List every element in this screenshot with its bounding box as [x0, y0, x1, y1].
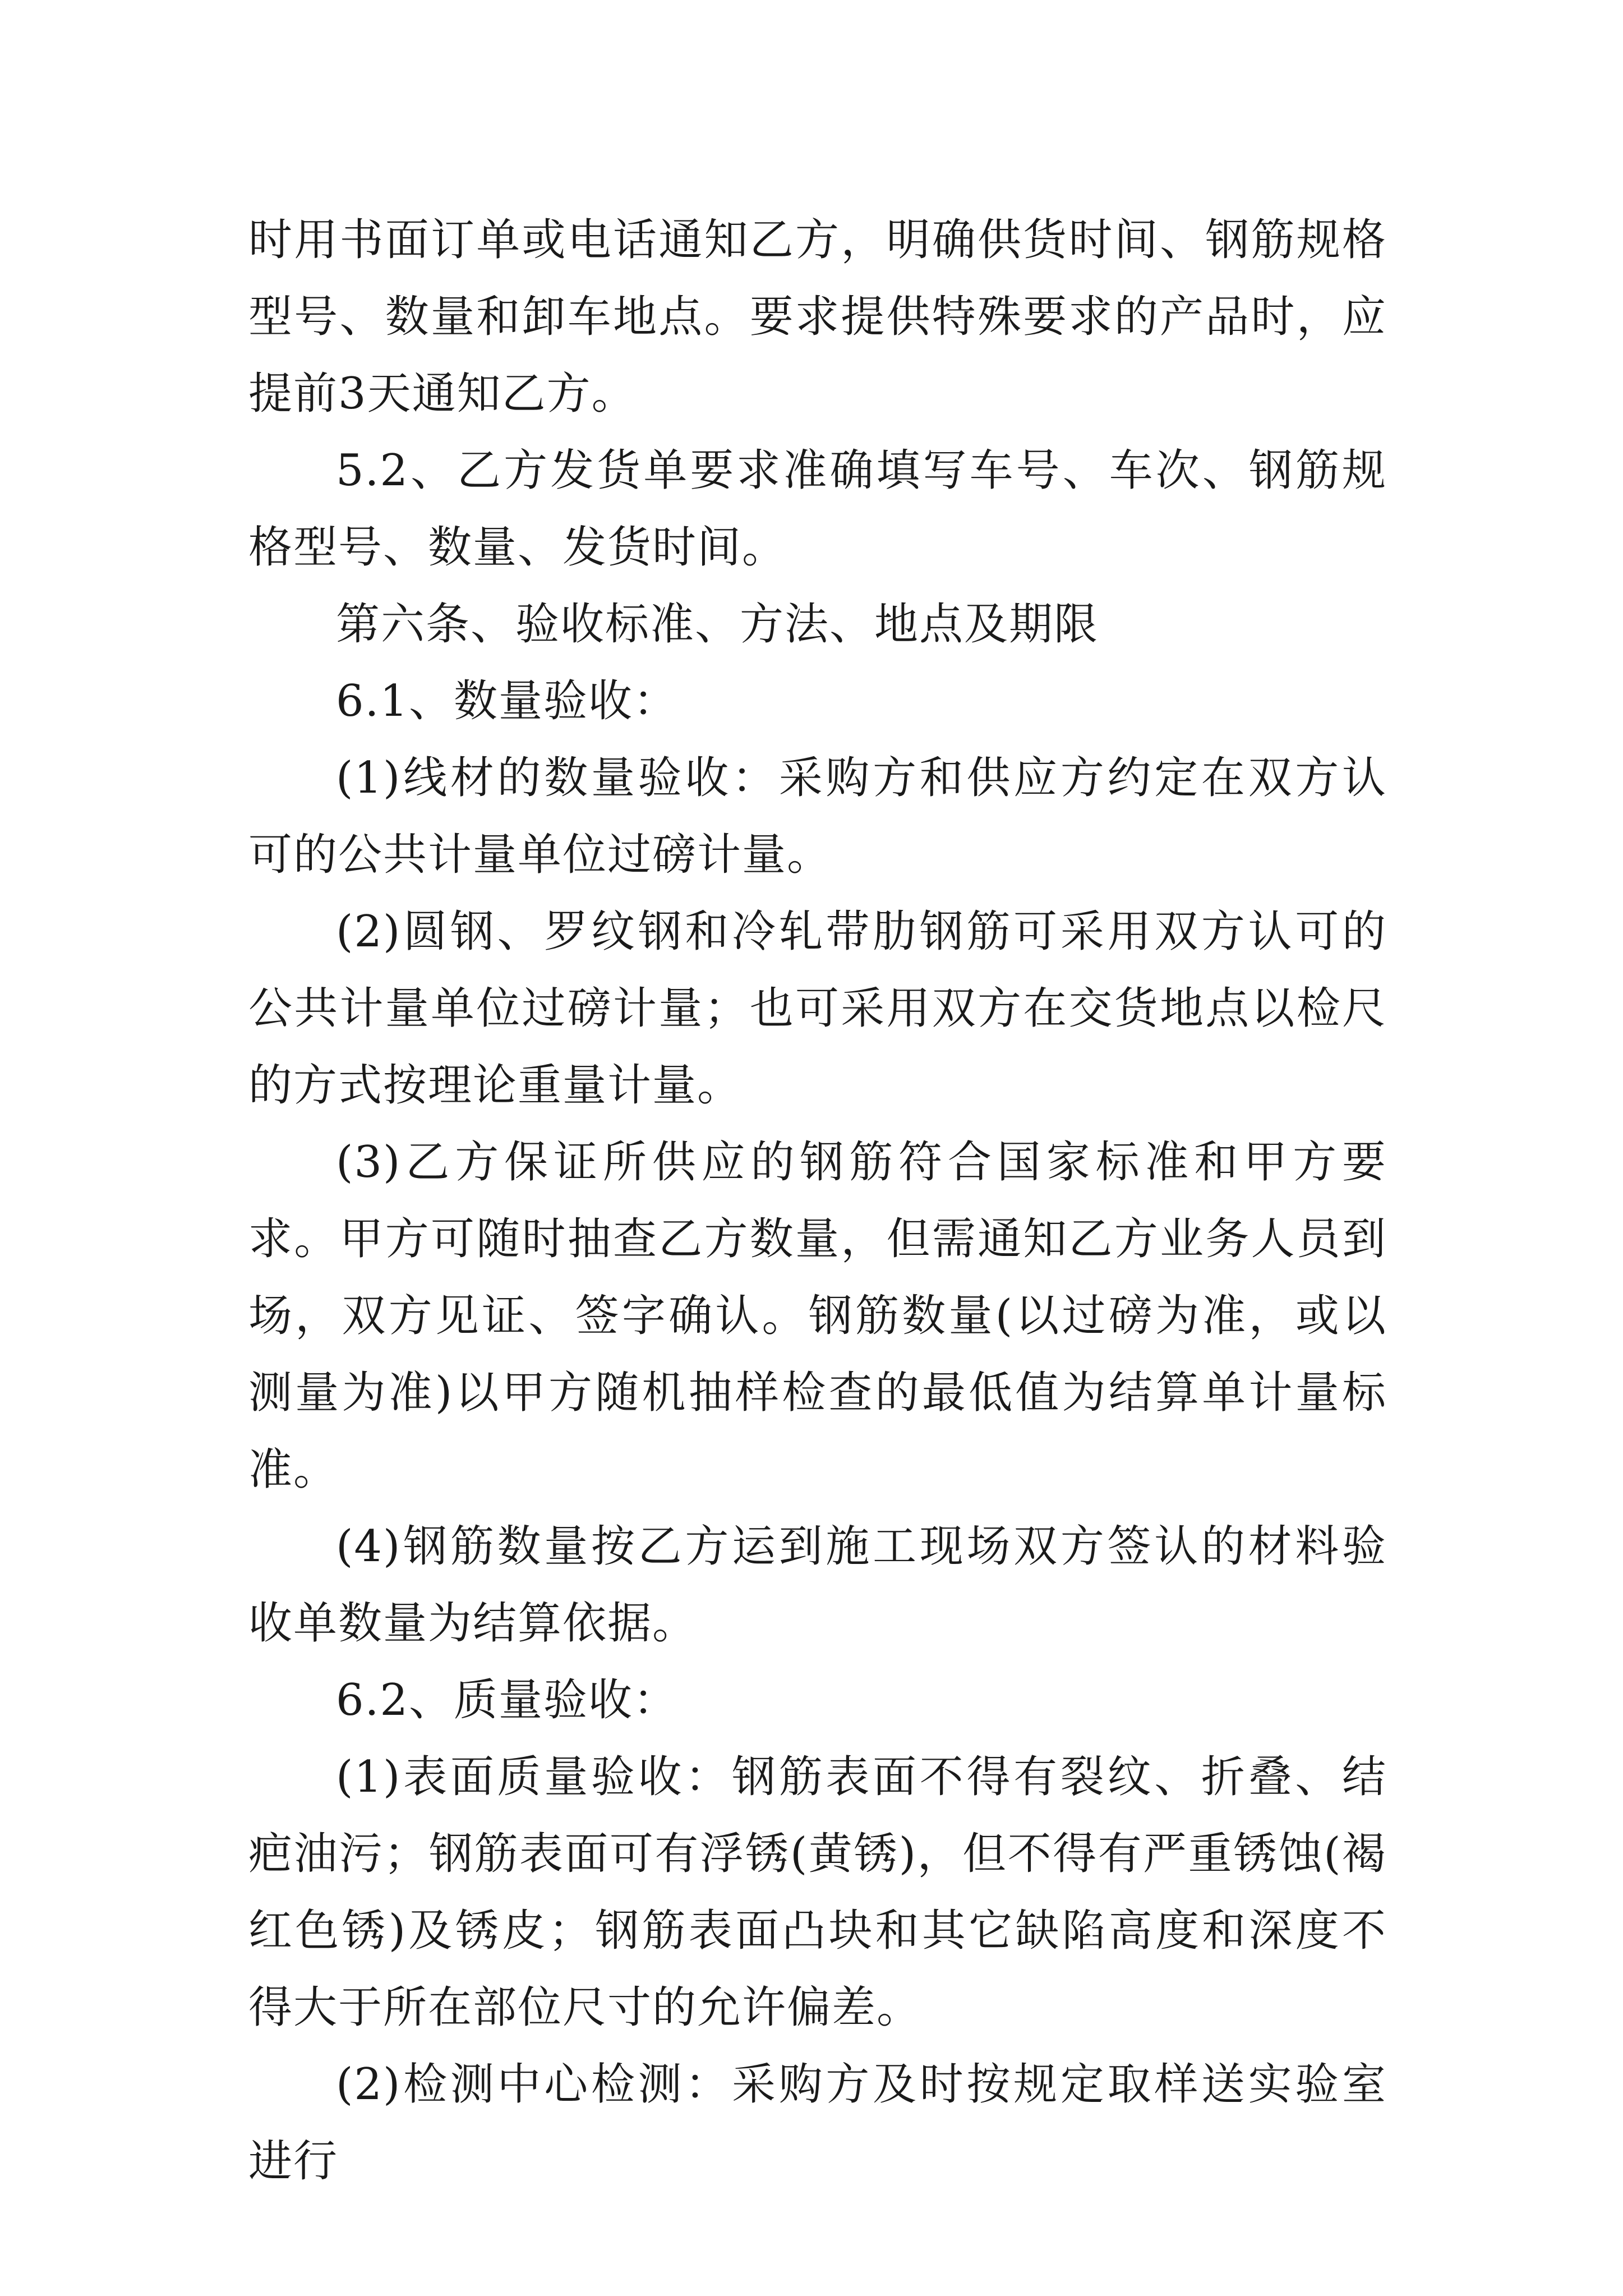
- document-body: [248, 202, 1387, 2200]
- paragraph-6-1-3: (3)乙方保证所供应的钢筋符合国家标准和甲方要求。甲方可随时抽查乙方数量，但需通知乙方业务人员到场，双方见证、签字确认。钢筋数量(以过磅为准，或以测量为准)以甲方随机抽样检查的最低值为结算单计量标准。: [248, 1137, 1387, 1495]
- paragraph-6-1-1: (1)线材的数量验收：采购方和供应方约定在双方认可的公共计量单位过磅计量。: [248, 753, 1387, 880]
- paragraph-6-1-4: (4)钢筋数量按乙方运到施工现场双方签认的材料验收单数量为结算依据。: [248, 1521, 1387, 1649]
- paragraph-6-2-1: (1)表面质量验收：钢筋表面不得有裂纹、折叠、结疤油污；钢筋表面可有浮锈(黄锈)，但不得有严重锈蚀(褐红色锈)及锈皮；钢筋表面凸块和其它缺陷高度和深度不得大于所在部位尺寸的允许偏差。: [248, 1752, 1387, 2033]
- paragraph-continuation: 时用书面订单或电话通知乙方，明确供货时间、钢筋规格型号、数量和卸车地点。要求提供特殊要求的产品时，应提前3天通知乙方。: [248, 215, 1387, 419]
- paragraph-6-2-2: (2)检测中心检测：采购方及时按规定取样送实验室进行: [248, 2059, 1387, 2187]
- subheading-6-1: 6.1、数量验收：: [336, 676, 679, 726]
- paragraph-5-2: 5.2、乙方发货单要求准确填写车号、车次、钢筋规格型号、数量、发货时间。: [248, 445, 1387, 573]
- section-heading-article-6: 第六条、验收标准、方法、地点及期限: [336, 599, 1099, 650]
- subheading-6-2: 6.2、质量验收：: [336, 1675, 679, 1726]
- paragraph-6-1-2: (2)圆钢、罗纹钢和冷轧带肋钢筋可采用双方认可的公共计量单位过磅计量；也可采用双方在交货地点以检尺的方式按理论重量计量。: [248, 907, 1387, 1111]
